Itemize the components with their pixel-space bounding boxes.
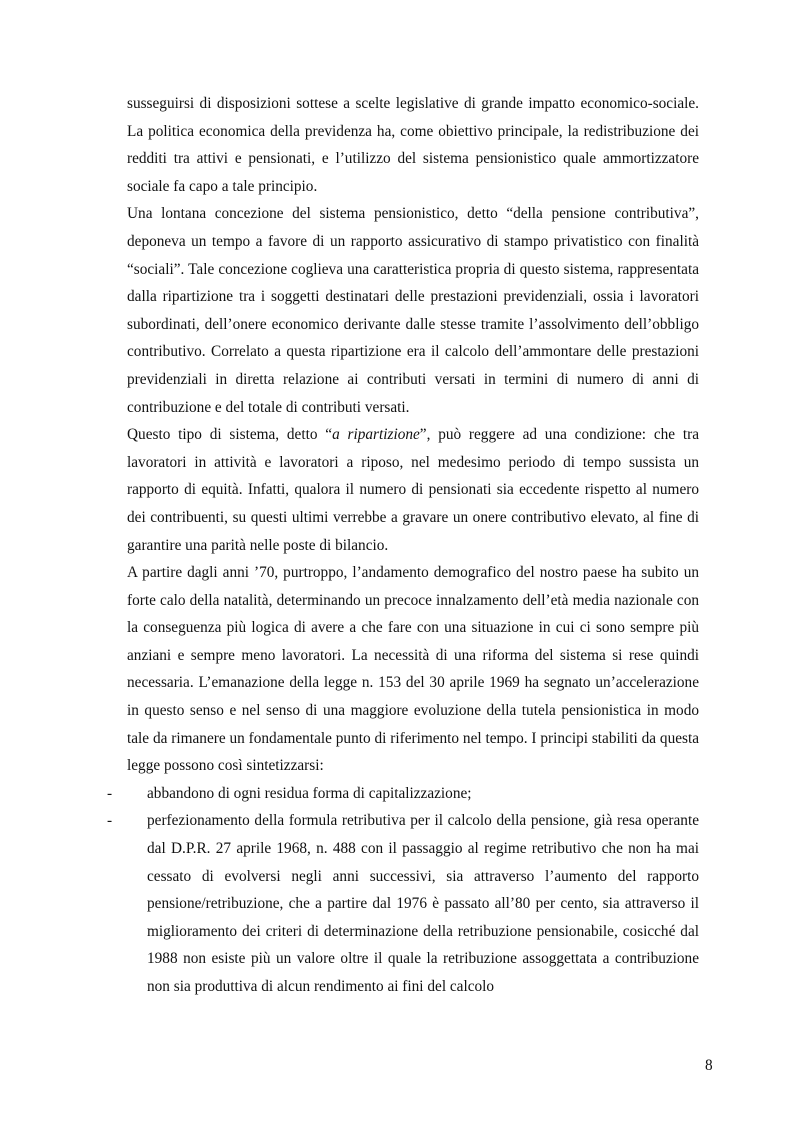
paragraph-2: Una lontana concezione del sistema pensionistico, detto “della pensione contributiva”, deponeva un tempo a favore di un rapporto assicurativo di stampo privatistico con finalità “sociali”. Tale concezione coglieva una caratteristica propria di questo sistema, rappresentata dalla ripartizione tra i soggetti destinatari delle prestazioni previdenziali, ossia i lavoratori subordinati, dell’onere economico derivante dalle stesse tramite l’assolvimento dell’obbligo contributivo. Correlato a questa ripartizione era il calcolo dell’ammontare delle prestazioni previdenziali in diretta relazione ai contributi versati in termini di numero di anni di contribuzione e del totale di contributi versati. [127,205,699,416]
paragraph-4: A partire dagli anni ’70, purtroppo, l’andamento demografico del nostro paese ha subito un forte calo della natalità, determinando un precoce innalzamento dell’età media nazionale con la conseguenza più logica di avere a che fare con una situazione in cui ci sono sempre più anziani e sempre meno lavoratori. La necessità di una riforma del sistema si rese quindi necessaria. L’emanazione della legge n. 153 del 30 aprile 1969 ha segnato un’accelerazione in questo senso e nel senso di una maggiore evoluzione della tutela pensionistica in modo tale da rimanere un fondamentale punto di riferimento nel tempo. I principi stabiliti da questa legge possono così sintetizzarsi: [127,564,699,775]
list-item-text: abbandono di ogni residua forma di capitalizzazione; [147,784,472,802]
list-item-text: perfezionamento della formula retributiva per il calcolo della pensione, già resa operante dal D.P.R. 27 aprile 1968, n. 488 con il passaggio al regime retributivo che non ha mai cessato di evolversi negli anni successivi, sia attraverso l’aumento del rapporto pensione/retribuzione, che a partire dal 1976 è passato all’80 per cento, sia attraverso il miglioramento dei criteri di determinazione della retribuzione pensionabile, cosicché dal 1988 non esiste più un valore oltre il quale la retribuzione assoggettata a contribuzione non sia produttiva di alcun rendimento ai fini del calcolo [147,812,699,995]
paragraph-3-italic-term: a ripartizione [332,426,420,444]
paragraph-3 [127,421,699,559]
page-number: 8 [705,1057,713,1074]
body-text [107,90,699,1001]
paragraph-3-text-end: ”, può reggere ad una condizione: che tra lavoratori in attività e lavoratori a riposo, nel medesimo periodo di tempo sussista un rapporto di equità. Infatti, qualora il numero di pensionati sia eccedente rispetto al numero dei contribuenti, su questi ultimi verrebbe a gravare un onere contributivo elevato, al fine di garantire una parità nelle poste di bilancio. [127,426,699,554]
paragraph-3-text-start: Questo tipo di sistema, detto “ [127,426,333,444]
list-marker: - [107,812,113,830]
list-item [107,780,699,808]
list-marker: - [107,784,113,802]
principles-list [107,780,699,1001]
list-item [107,807,699,1000]
paragraph-1: susseguirsi di disposizioni sottese a scelte legislative di grande impatto economico-sociale. La politica economica della previdenza ha, come obiettivo principale, la redistribuzione dei redditi tra attivi e pensionati, e l’utilizzo del sistema pensionistico quale ammortizzatore sociale fa capo a tale principio. [127,95,699,195]
